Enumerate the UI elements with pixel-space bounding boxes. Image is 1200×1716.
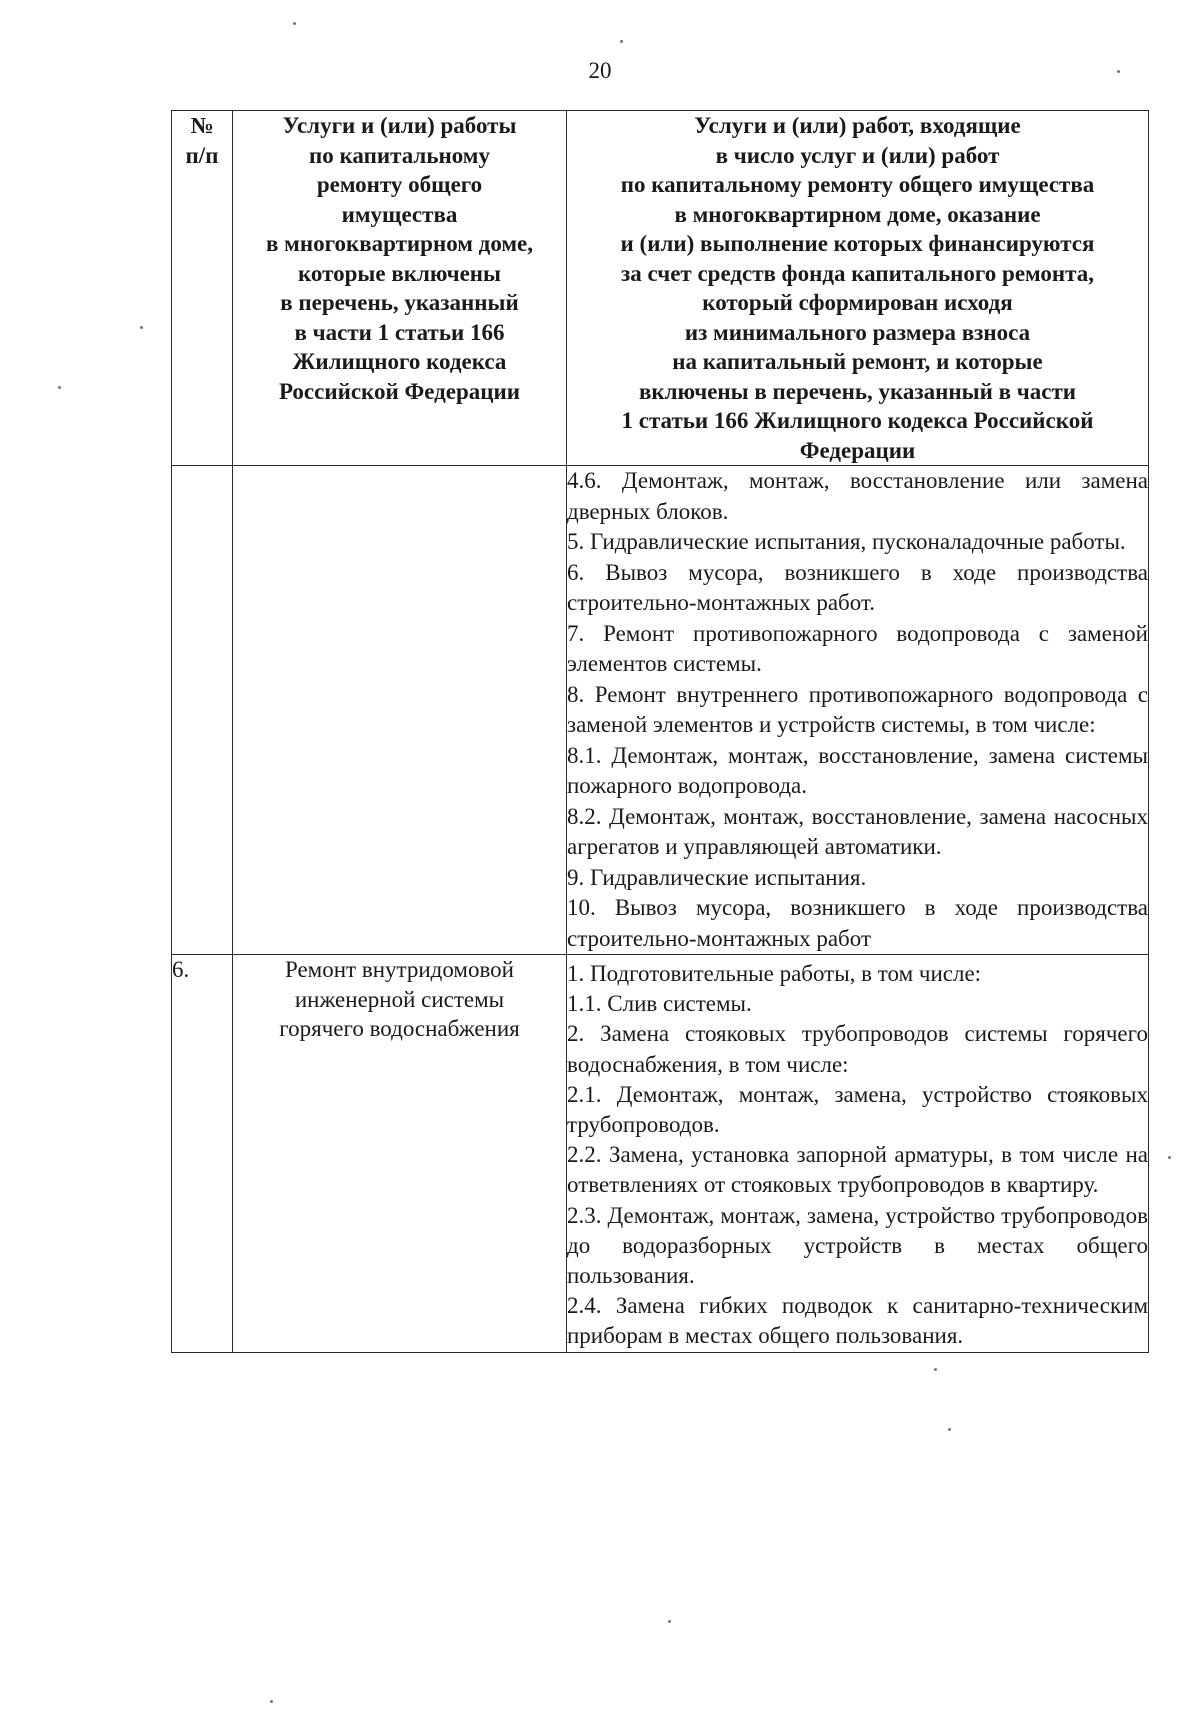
header-line: п/п xyxy=(185,142,219,168)
scan-speck xyxy=(948,1428,951,1431)
header-line: по капитальному ремонту общего имущества xyxy=(620,172,1095,197)
header-line: Услуги и (или) работ, входящие xyxy=(694,113,1021,138)
header-line: из минимального размера взноса xyxy=(684,319,1031,345)
row-service-cell xyxy=(233,955,567,1353)
header-line: включены в перечень, указанный в части xyxy=(638,378,1077,404)
work-item: 9. Гидравлические испытания. xyxy=(567,864,867,890)
scan-speck xyxy=(934,1368,937,1371)
work-item: 8. Ремонт внутреннего противопожарного водопровода с заменой элементов и устройств системы, в том числе: xyxy=(567,681,1148,737)
row-works-cell xyxy=(567,466,1149,955)
work-item: 6. Вывоз мусора, возникшего в ходе производства строительно-монтажных работ. xyxy=(567,559,1148,615)
row-works-cell xyxy=(567,955,1149,1353)
scan-speck xyxy=(140,326,143,329)
scan-speck xyxy=(293,22,296,25)
row-service-cell xyxy=(233,466,567,955)
header-line: Российской Федерации xyxy=(278,378,521,404)
work-item: 8.2. Демонтаж, монтаж, восстановление, замена насосных агрегатов и управляющей автоматики. xyxy=(567,803,1148,859)
header-line: за счет средств фонда капитального ремонта, xyxy=(620,260,1094,286)
header-number-column xyxy=(172,111,233,466)
work-item: 2.2. Замена, установка запорной арматуры, в том числе на ответвлениях от стояковых трубопроводов в квартиру. xyxy=(567,1142,1148,1198)
scan-speck xyxy=(58,386,61,389)
header-line: имущества xyxy=(341,201,458,227)
service-line: горячего водоснабжения xyxy=(279,1016,520,1041)
work-item: 7. Ремонт противопожарного водопровода с заменой элементов системы. xyxy=(567,620,1148,676)
work-item: 1.1. Слив системы. xyxy=(567,991,752,1017)
table-row xyxy=(172,955,1149,1353)
table-header-row xyxy=(172,111,1149,466)
header-line: в число услуг и (или) работ xyxy=(715,142,1000,168)
scan-speck xyxy=(1117,70,1120,73)
works-table xyxy=(171,110,1149,1353)
header-line: Федерации xyxy=(799,437,916,463)
header-line: в части 1 статьи 166 xyxy=(294,319,505,345)
work-item: 1. Подготовительные работы, в том числе: xyxy=(567,961,982,986)
table-row xyxy=(172,466,1149,955)
service-line: Ремонт внутридомовой xyxy=(284,957,514,982)
header-service-column xyxy=(233,111,567,466)
work-item: 5. Гидравлические испытания, пусконаладочные работы. xyxy=(567,529,1126,554)
work-item: 8.1. Демонтаж, монтаж, восстановление, замена системы пожарного водопровода. xyxy=(567,742,1148,798)
header-line: № xyxy=(190,113,214,138)
header-line: 1 статьи 166 Жилищного кодекса Российской xyxy=(621,408,1094,433)
header-line: в многоквартирном доме, xyxy=(265,231,533,256)
work-item: 4.6. Демонтаж, монтаж, восстановление или замена дверных блоков. xyxy=(567,468,1148,524)
header-line: по капитальному xyxy=(309,142,490,168)
row-number-cell xyxy=(172,466,233,955)
work-item: 2.1. Демонтаж, монтаж, замена, устройство стояковых трубопроводов. xyxy=(567,1081,1148,1138)
header-line: в перечень, указанный xyxy=(280,290,519,315)
service-line: инженерной системы xyxy=(294,986,505,1012)
header-line: в многоквартирном доме, оказание xyxy=(674,201,1041,227)
scan-speck xyxy=(668,1620,671,1623)
work-item: 2.3. Демонтаж, монтаж, замена, устройство трубопроводов до водоразборных устройств в местах общего пользования. xyxy=(567,1202,1148,1289)
page-number: 20 xyxy=(588,58,612,83)
header-line: который сформирован исходя xyxy=(702,290,1013,315)
header-line: которые включены xyxy=(297,260,501,286)
scan-speck xyxy=(1168,1156,1171,1159)
header-line: Жилищного кодекса xyxy=(292,349,507,374)
header-line: Услуги и (или) работы xyxy=(282,113,517,138)
work-item: 2.4. Замена гибких подводок к санитарно-техническим приборам в местах общего пользования. xyxy=(567,1293,1148,1349)
row-number-cell: 6. xyxy=(172,955,233,1353)
work-item: 10. Вывоз мусора, возникшего в ходе производства строительно-монтажных работ xyxy=(567,895,1148,951)
scan-speck xyxy=(270,1700,273,1703)
header-line: и (или) выполнение которых финансируются xyxy=(620,231,1095,256)
header-works-column xyxy=(567,111,1149,466)
header-line: ремонту общего xyxy=(316,172,483,197)
header-line: на капитальный ремонт, и которые xyxy=(672,349,1043,374)
work-item: 2. Замена стояковых трубопроводов системы горячего водоснабжения, в том числе: xyxy=(567,1021,1148,1077)
scan-speck xyxy=(620,40,623,43)
